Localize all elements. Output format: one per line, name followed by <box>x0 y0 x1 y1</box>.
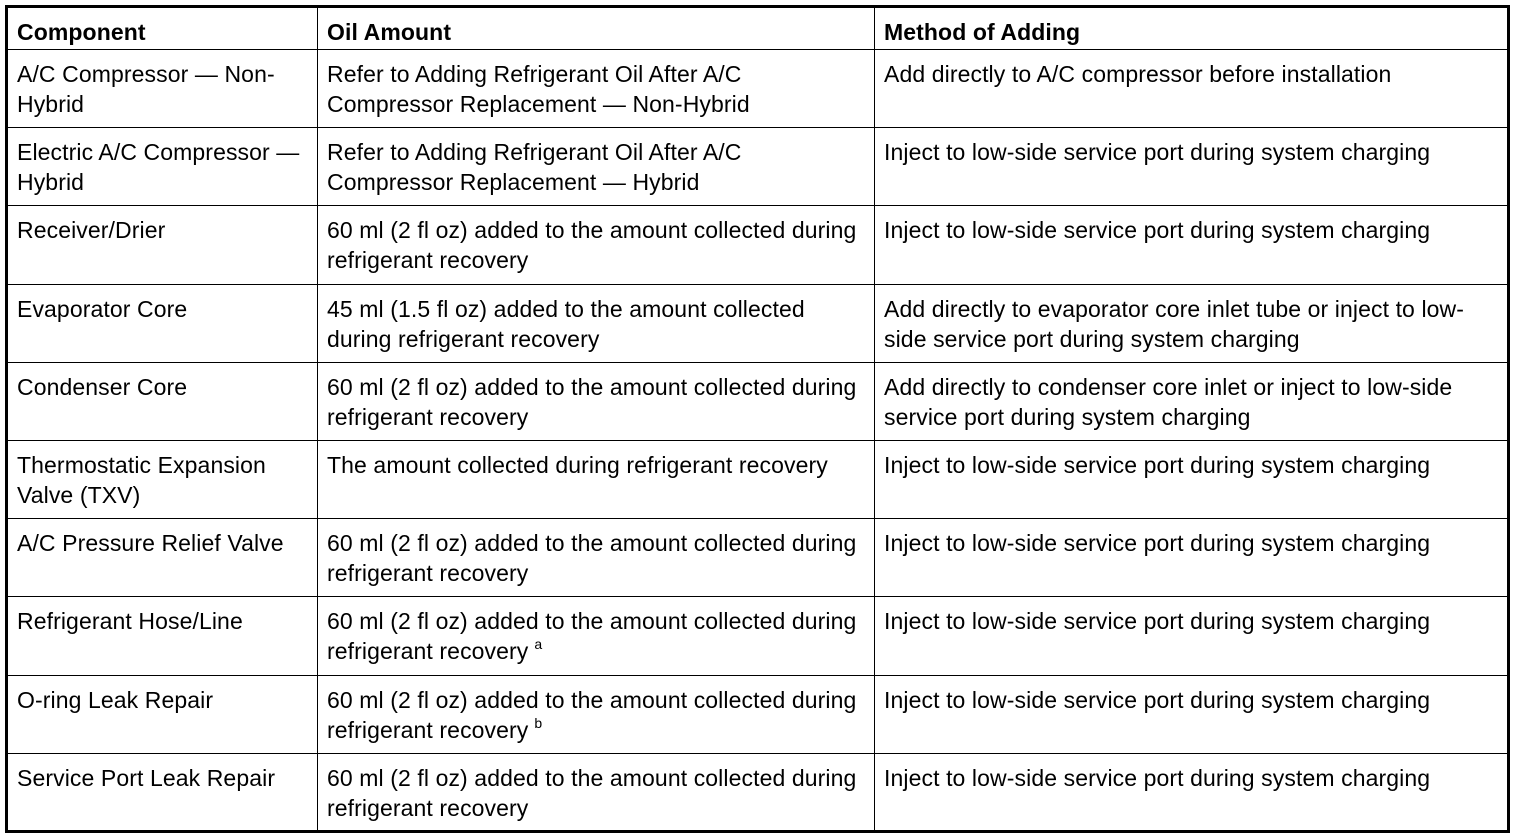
method-cell: Add directly to evaporator core inlet tube or inject to low-side service port during system charging <box>875 284 1509 362</box>
header-oil-amount: Oil Amount <box>318 7 875 50</box>
oil-amount-text: Refer to Adding Refrigerant Oil After A/C Compressor Replacement — Hybrid <box>327 139 742 196</box>
header-method: Method of Adding <box>875 7 1509 50</box>
oil-amount-cell <box>318 597 875 675</box>
oil-amount-cell <box>318 675 875 753</box>
header-component: Component <box>7 7 318 50</box>
component-cell: Service Port Leak Repair <box>7 753 318 831</box>
component-cell: Refrigerant Hose/Line <box>7 597 318 675</box>
oil-amount-cell <box>318 206 875 284</box>
method-cell: Inject to low-side service port during system charging <box>875 519 1509 597</box>
header-row <box>7 7 1509 50</box>
oil-amount-cell <box>318 362 875 440</box>
oil-amount-text: 60 ml (2 fl oz) added to the amount collected during refrigerant recovery <box>327 217 857 274</box>
method-cell: Inject to low-side service port during system charging <box>875 128 1509 206</box>
table-row <box>7 597 1509 675</box>
table-row <box>7 128 1509 206</box>
table-row <box>7 206 1509 284</box>
table-row <box>7 440 1509 518</box>
component-cell: Evaporator Core <box>7 284 318 362</box>
oil-amount-cell <box>318 50 875 128</box>
table-row <box>7 519 1509 597</box>
table-row <box>7 675 1509 753</box>
oil-specification-table <box>5 5 1510 833</box>
footnote-marker: a <box>534 636 543 653</box>
table-body <box>7 50 1509 832</box>
method-cell: Inject to low-side service port during system charging <box>875 753 1509 831</box>
method-cell: Inject to low-side service port during system charging <box>875 440 1509 518</box>
oil-amount-text: 60 ml (2 fl oz) added to the amount collected during refrigerant recovery <box>327 764 857 821</box>
component-cell: Receiver/Drier <box>7 206 318 284</box>
oil-amount-cell <box>318 128 875 206</box>
oil-amount-text: 45 ml (1.5 fl oz) added to the amount collected during refrigerant recovery <box>327 295 805 352</box>
oil-amount-cell <box>318 753 875 831</box>
footnote-marker: b <box>534 714 543 731</box>
oil-amount-text: Refer to Adding Refrigerant Oil After A/C Compressor Replacement — Non-Hybrid <box>327 61 750 117</box>
table-row <box>7 284 1509 362</box>
component-cell: Condenser Core <box>7 362 318 440</box>
oil-amount-cell <box>318 519 875 597</box>
oil-amount-text: 60 ml (2 fl oz) added to the amount collected during refrigerant recovery <box>327 530 857 587</box>
method-cell: Inject to low-side service port during system charging <box>875 597 1509 675</box>
method-cell: Add directly to condenser core inlet or inject to low-side service port during system charging <box>875 362 1509 440</box>
component-cell: A/C Pressure Relief Valve <box>7 519 318 597</box>
table-row <box>7 50 1509 128</box>
oil-amount-cell <box>318 284 875 362</box>
component-cell: Thermostatic Expansion Valve (TXV) <box>7 440 318 518</box>
oil-amount-text: The amount collected during refrigerant recovery <box>327 451 828 478</box>
component-cell: Electric A/C Compressor — Hybrid <box>7 128 318 206</box>
method-cell: Inject to low-side service port during system charging <box>875 675 1509 753</box>
table-header <box>7 7 1509 50</box>
table-row <box>7 362 1509 440</box>
component-cell: O-ring Leak Repair <box>7 675 318 753</box>
method-cell: Inject to low-side service port during system charging <box>875 206 1509 284</box>
oil-amount-cell <box>318 440 875 518</box>
method-cell: Add directly to A/C compressor before installation <box>875 50 1509 128</box>
oil-amount-text: 60 ml (2 fl oz) added to the amount collected during refrigerant recovery <box>327 373 857 430</box>
table-row <box>7 753 1509 831</box>
component-cell: A/C Compressor — Non-Hybrid <box>7 50 318 128</box>
oil-amount-text: 60 ml (2 fl oz) added to the amount collected during refrigerant recovery <box>327 686 857 743</box>
oil-amount-text: 60 ml (2 fl oz) added to the amount collected during refrigerant recovery <box>327 608 857 665</box>
